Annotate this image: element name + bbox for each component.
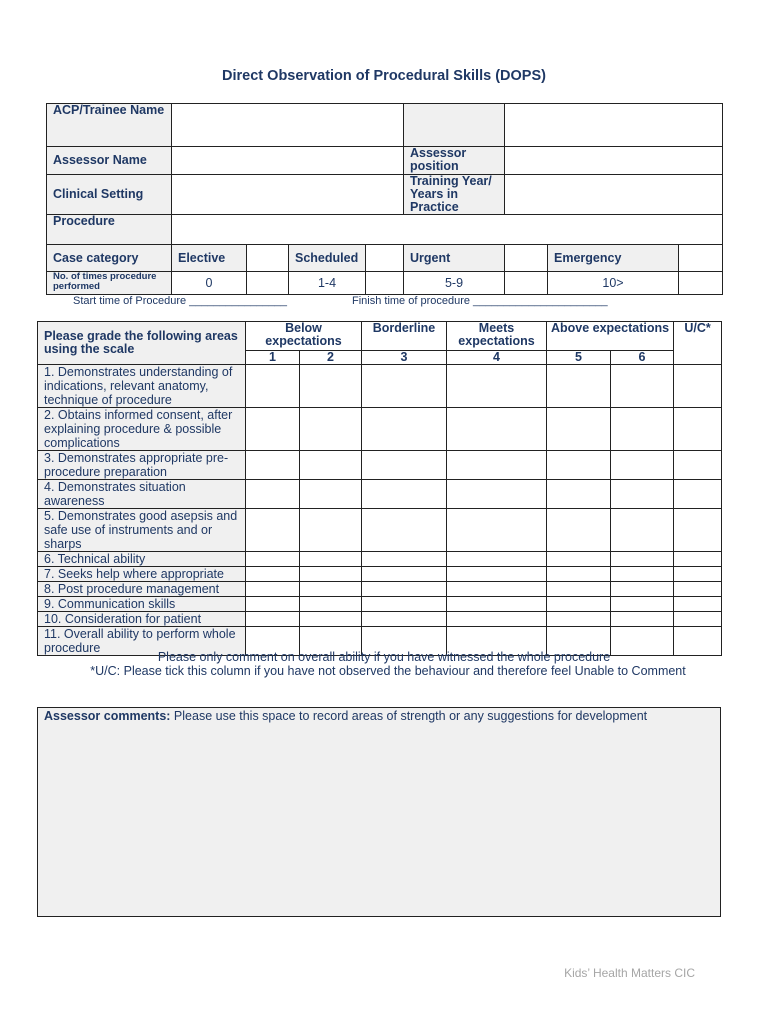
times-option-0-checkbox[interactable] — [247, 272, 289, 295]
finish-time-field[interactable]: Finish time of procedure ______________________ — [352, 295, 608, 307]
times-option-1-4-checkbox[interactable] — [366, 272, 404, 295]
category-scheduled-label: Scheduled — [289, 245, 366, 272]
clinical-setting-field[interactable] — [172, 175, 404, 215]
grade-cell[interactable] — [547, 365, 611, 408]
grade-cell[interactable] — [674, 552, 722, 567]
grade-cell[interactable] — [674, 365, 722, 408]
grade-cell[interactable] — [611, 597, 674, 612]
case-category-label: Case category — [47, 245, 172, 272]
grade-cell[interactable] — [300, 597, 362, 612]
grade-cell[interactable] — [300, 408, 362, 451]
grade-cell[interactable] — [300, 451, 362, 480]
procedure-field[interactable] — [172, 215, 723, 245]
criterion-row — [38, 365, 722, 408]
grade-cell[interactable] — [362, 480, 447, 509]
category-elective-checkbox[interactable] — [247, 245, 289, 272]
scale-meets-expectations: Meets expectations — [447, 322, 547, 351]
grade-cell[interactable] — [547, 509, 611, 552]
grade-cell[interactable] — [447, 509, 547, 552]
grading-table — [37, 321, 722, 656]
criterion-row — [38, 480, 722, 509]
grade-cell[interactable] — [447, 612, 547, 627]
times-option-0: 0 — [172, 272, 247, 295]
training-year-label: Training Year/ Years in Practice — [404, 175, 505, 215]
grade-cell[interactable] — [246, 451, 300, 480]
grade-cell[interactable] — [362, 612, 447, 627]
scale-above-expectations: Above expectations — [547, 322, 674, 351]
uc-note: *U/C: Please tick this column if you have not observed the behaviour and therefore feel Unable to Comment — [90, 664, 686, 678]
assessor-position-label: Assessor position — [404, 147, 505, 175]
grade-cell[interactable] — [246, 408, 300, 451]
grade-cell[interactable] — [246, 365, 300, 408]
grade-cell[interactable] — [611, 509, 674, 552]
grade-cell[interactable] — [246, 509, 300, 552]
grade-cell[interactable] — [547, 612, 611, 627]
category-urgent-label: Urgent — [404, 245, 505, 272]
criterion-label: 4. Demonstrates situation awareness — [38, 480, 246, 509]
grade-cell[interactable] — [300, 509, 362, 552]
grade-cell[interactable] — [362, 365, 447, 408]
grade-cell[interactable] — [246, 567, 300, 582]
grade-cell[interactable] — [447, 451, 547, 480]
grade-cell[interactable] — [611, 480, 674, 509]
grade-cell[interactable] — [447, 567, 547, 582]
category-elective-label: Elective — [172, 245, 247, 272]
grade-cell[interactable] — [611, 365, 674, 408]
assessor-name-label: Assessor Name — [47, 147, 172, 175]
trainee-info-table — [46, 103, 723, 295]
grade-cell[interactable] — [447, 552, 547, 567]
assessor-comments-label: Assessor comments: — [44, 709, 171, 723]
grade-cell[interactable] — [674, 408, 722, 451]
grade-cell[interactable] — [547, 597, 611, 612]
times-option-1-4: 1-4 — [289, 272, 366, 295]
criterion-label: 8. Post procedure management — [38, 582, 246, 597]
criterion-label: 10. Consideration for patient — [38, 612, 246, 627]
trainee-name-label: ACP/Trainee Name — [47, 104, 172, 147]
criterion-row — [38, 509, 722, 552]
grade-cell[interactable] — [362, 582, 447, 597]
assessor-comments-instructions: Please use this space to record areas of strength or any suggestions for development — [170, 709, 648, 723]
scale-borderline: Borderline — [362, 322, 447, 351]
trainee-name-field[interactable] — [172, 104, 404, 147]
grade-cell[interactable] — [362, 451, 447, 480]
grade-cell[interactable] — [362, 567, 447, 582]
training-year-field[interactable] — [505, 175, 723, 215]
criterion-label: 11. Overall ability to perform whole procedure — [38, 627, 246, 656]
grade-cell[interactable] — [300, 552, 362, 567]
grade-cell[interactable] — [611, 612, 674, 627]
grade-cell[interactable] — [246, 480, 300, 509]
assessor-name-field[interactable] — [172, 147, 404, 175]
grade-cell[interactable] — [300, 365, 362, 408]
grade-cell[interactable] — [547, 582, 611, 597]
footer-organization: Kids’ Health Matters CIC — [564, 966, 695, 980]
criterion-row — [38, 408, 722, 451]
start-time-field[interactable]: Start time of Procedure ________________ — [73, 295, 288, 307]
assessor-comments-box[interactable] — [37, 707, 721, 917]
grade-cell[interactable] — [246, 597, 300, 612]
grade-cell[interactable] — [447, 582, 547, 597]
criterion-label: 5. Demonstrates good asepsis and safe use of instruments and or sharps — [38, 509, 246, 552]
category-emergency-checkbox[interactable] — [679, 245, 723, 272]
grade-cell[interactable] — [547, 408, 611, 451]
grade-cell[interactable] — [447, 597, 547, 612]
category-scheduled-checkbox[interactable] — [366, 245, 404, 272]
grade-cell[interactable] — [674, 509, 722, 552]
grade-cell[interactable] — [362, 597, 447, 612]
times-option-5-9-checkbox[interactable] — [505, 272, 548, 295]
scale-unable-to-comment: U/C* — [674, 322, 722, 365]
procedure-label: Procedure — [47, 215, 172, 245]
grade-cell[interactable] — [300, 612, 362, 627]
grade-cell[interactable] — [611, 552, 674, 567]
times-option-10-plus: 10> — [548, 272, 679, 295]
grade-cell[interactable] — [362, 552, 447, 567]
times-option-10-plus-checkbox[interactable] — [679, 272, 723, 295]
grade-cell[interactable] — [611, 451, 674, 480]
criterion-row — [38, 597, 722, 612]
grade-cell[interactable] — [611, 567, 674, 582]
grade-cell[interactable] — [674, 567, 722, 582]
grade-cell[interactable] — [674, 451, 722, 480]
trainee-extra-label-cell — [404, 104, 505, 147]
grade-cell[interactable] — [674, 582, 722, 597]
times-option-5-9: 5-9 — [404, 272, 505, 295]
criterion-row — [38, 567, 722, 582]
scale-number: 2 — [300, 351, 362, 365]
grade-cell[interactable] — [300, 582, 362, 597]
grading-header: Please grade the following areas using the scale — [38, 322, 246, 365]
criterion-row — [38, 451, 722, 480]
category-urgent-checkbox[interactable] — [505, 245, 548, 272]
grade-cell[interactable] — [362, 408, 447, 451]
grade-cell[interactable] — [447, 480, 547, 509]
grade-cell[interactable] — [674, 597, 722, 612]
scale-below-expectations: Below expectations — [246, 322, 362, 351]
scale-number: 6 — [611, 351, 674, 365]
criterion-label: 7. Seeks help where appropriate — [38, 567, 246, 582]
criterion-label: 1. Demonstrates understanding of indications, relevant anatomy, technique of procedure — [38, 365, 246, 408]
assessor-position-field[interactable] — [505, 147, 723, 175]
grade-cell[interactable] — [547, 567, 611, 582]
grade-cell[interactable] — [300, 567, 362, 582]
criterion-label: 6. Technical ability — [38, 552, 246, 567]
category-emergency-label: Emergency — [548, 245, 679, 272]
grade-cell[interactable] — [447, 365, 547, 408]
grade-cell[interactable] — [246, 582, 300, 597]
grade-cell[interactable] — [611, 408, 674, 451]
grade-cell[interactable] — [246, 552, 300, 567]
grade-cell[interactable] — [447, 408, 547, 451]
criterion-label: 2. Obtains informed consent, after explaining procedure & possible complications — [38, 408, 246, 451]
clinical-setting-label: Clinical Setting — [47, 175, 172, 215]
times-performed-label: No. of times procedure performed — [47, 272, 172, 295]
grade-cell[interactable] — [674, 480, 722, 509]
grade-cell[interactable] — [547, 451, 611, 480]
grade-cell[interactable] — [611, 582, 674, 597]
scale-number: 1 — [246, 351, 300, 365]
scale-number: 4 — [447, 351, 547, 365]
grade-cell[interactable] — [362, 509, 447, 552]
page-title: Direct Observation of Procedural Skills (DOPS) — [222, 68, 546, 84]
grade-cell[interactable] — [547, 480, 611, 509]
criterion-row — [38, 582, 722, 597]
criteria-rows — [38, 365, 722, 656]
grade-cell[interactable] — [246, 612, 300, 627]
grade-cell[interactable] — [674, 612, 722, 627]
criterion-row — [38, 612, 722, 627]
scale-number: 5 — [547, 351, 611, 365]
grade-cell[interactable] — [300, 480, 362, 509]
criterion-label: 9. Communication skills — [38, 597, 246, 612]
scale-number: 3 — [362, 351, 447, 365]
witness-note: Please only comment on overall ability if you have witnessed the whole procedure — [157, 650, 611, 664]
grade-cell[interactable] — [547, 552, 611, 567]
trainee-extra-field[interactable] — [505, 104, 723, 147]
criterion-row — [38, 552, 722, 567]
criterion-label: 3. Demonstrates appropriate pre-procedure preparation — [38, 451, 246, 480]
